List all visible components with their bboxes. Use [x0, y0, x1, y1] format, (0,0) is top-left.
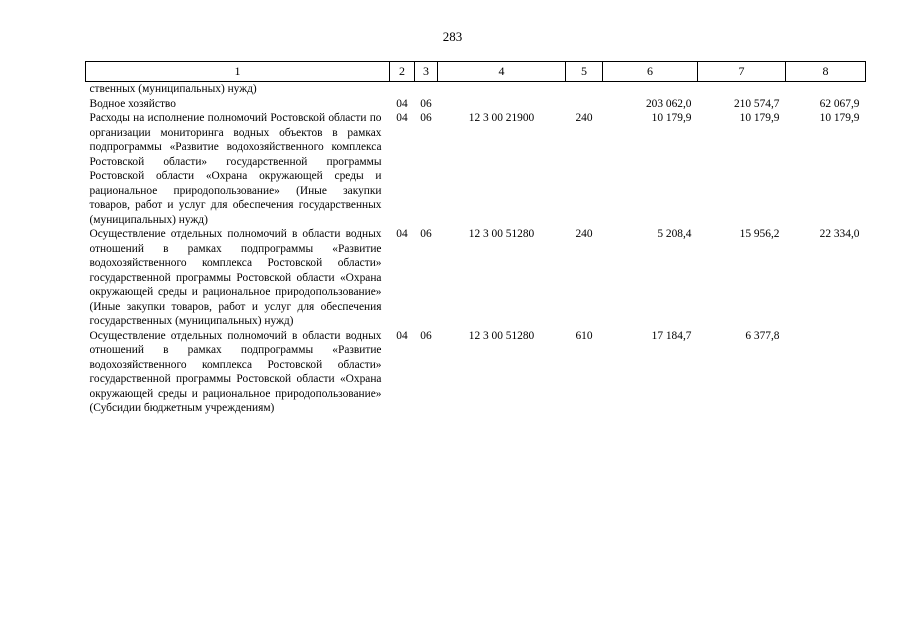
header-row	[86, 62, 866, 82]
table-row	[86, 82, 866, 97]
row-expense-type: 610	[575, 329, 593, 342]
row-target-article: 12 3 00 21900	[468, 112, 535, 124]
column-header-4: 4	[438, 62, 566, 82]
row-target-article: 12 3 00 51280	[468, 329, 535, 342]
row-target-article	[438, 97, 566, 112]
row-subsection: 06	[420, 112, 432, 124]
row-section: 04	[396, 112, 408, 124]
row-name: ственных (муниципальных) нужд)	[89, 83, 257, 95]
table-row	[86, 97, 866, 112]
table-row	[86, 329, 866, 416]
column-header-3: 3	[415, 62, 438, 82]
row-amount-col7	[698, 82, 786, 97]
row-amount-col8	[786, 329, 866, 416]
table-row	[86, 227, 866, 329]
row-expense-type: 240	[575, 228, 593, 240]
column-header-1: 1	[86, 62, 390, 82]
row-name: Осуществление отдельных полномочий в области водных отношений в рамках подпрограммы «Развитие водохозяйственного комплекса Ростовской области» государственной программы Ростовской области «Охрана окружающей среды и рациональное природопользование» (Иные закупки товаров, работ и услуг для обеспечения государственных (муниципальных) нужд)	[89, 228, 382, 327]
row-target-article	[438, 82, 566, 97]
row-amount-col8: 10 179,9	[819, 112, 860, 124]
row-expense-type	[566, 82, 603, 97]
row-section	[390, 82, 415, 97]
row-expense-type: 240	[575, 112, 593, 124]
column-header-6: 6	[603, 62, 698, 82]
row-amount-col8: 62 067,9	[819, 97, 860, 110]
row-amount-col7: 15 956,2	[739, 228, 780, 240]
row-amount-col8: 22 334,0	[819, 228, 860, 240]
row-amount-col6: 5 208,4	[657, 228, 692, 240]
column-header-5: 5	[566, 62, 603, 82]
budget-table	[85, 61, 866, 416]
table-row	[86, 111, 866, 227]
row-target-article: 12 3 00 51280	[468, 228, 535, 240]
row-amount-col8	[786, 82, 866, 97]
row-section: 04	[396, 97, 408, 110]
row-name: Водное хозяйство	[89, 97, 176, 110]
row-name: Расходы на исполнение полномочий Ростовской области по организации мониторинга водных объектов в рамках подпрограммы «Развитие водохозяйственного комплекса Ростовской области» государственной программы Ростовской области «Охрана окружающей среды и рациональное природопользование» (Иные закупки товаров, работ и услуг для обеспечения государственных (муниципальных) нужд)	[89, 112, 382, 226]
row-amount-col7: 10 179,9	[739, 112, 780, 124]
row-amount-col7: 210 574,7	[733, 97, 780, 110]
column-header-7: 7	[698, 62, 786, 82]
row-name: Осуществление отдельных полномочий в области водных отношений в рамках подпрограммы «Развитие водохозяйственного комплекса Ростовской области» государственной программы Ростовской области «Охрана окружающей среды и рациональное природопользование» (Субсидии бюджетным учреждениям)	[89, 329, 382, 414]
page-number: 283	[442, 29, 463, 44]
row-amount-col6: 17 184,7	[651, 329, 692, 342]
row-amount-col6: 203 062,0	[645, 97, 692, 110]
row-subsection: 06	[420, 97, 432, 110]
row-subsection	[415, 82, 438, 97]
column-header-2: 2	[390, 62, 415, 82]
column-header-8: 8	[786, 62, 866, 82]
row-subsection: 06	[420, 228, 432, 240]
row-subsection: 06	[420, 329, 432, 342]
row-expense-type	[566, 97, 603, 112]
row-amount-col6	[603, 82, 698, 97]
row-amount-col7: 6 377,8	[745, 329, 780, 342]
row-section: 04	[396, 329, 408, 342]
row-section: 04	[396, 228, 408, 240]
row-amount-col6: 10 179,9	[651, 112, 692, 124]
